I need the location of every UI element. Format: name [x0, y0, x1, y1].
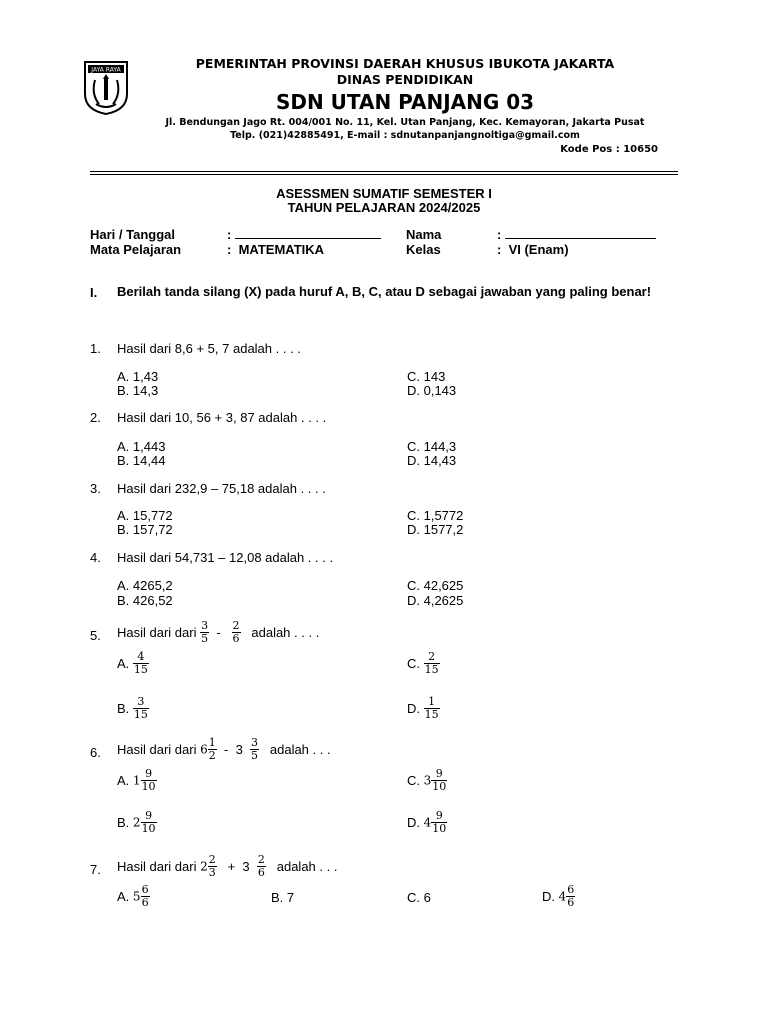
option-c[interactable]: C. 6 — [407, 890, 431, 905]
question-text: Hasil dari 232,9 – 75,18 adalah . . . . — [117, 481, 326, 496]
option-b[interactable]: B. 7 — [271, 890, 295, 905]
government-name: PEMERINTAH PROVINSI DAERAH KHUSUS IBUKOTA JAKARTA — [195, 56, 615, 71]
option-b[interactable]: B. 157,72 — [117, 522, 173, 537]
section-number: I. — [90, 285, 98, 300]
question-text: Hasil dari 8,6 + 5, 7 adalah . . . . — [117, 341, 301, 356]
question-number: 6. — [90, 745, 101, 760]
option-c[interactable]: C. 3 $\frac{9}{10}$ — [407, 767, 447, 793]
question-text: Hasil dari 10, 56 + 3, 87 adalah . . . . — [117, 410, 327, 425]
class-label: Kelas — [406, 242, 441, 257]
option-a[interactable]: A. 15,772 — [117, 508, 173, 523]
option-b[interactable]: B. 14,44 — [117, 453, 166, 468]
school-name: SDN UTAN PANJANG 03 — [275, 90, 535, 114]
question-number: 3. — [90, 481, 101, 496]
school-contact: Telp. (021)42885491, E-mail : sdnutanpanjangnoltiga@gmail.com — [230, 130, 580, 141]
name-label: Nama — [406, 227, 442, 242]
option-a[interactable]: A. 5 $\frac{6}{6}$ — [117, 883, 149, 909]
question-text: Hasil dari dari 2 $\frac{2}{3}$ + 3 $\frac{2}{6}$ adalah . . . — [117, 853, 338, 879]
option-a[interactable]: A. 4265,2 — [117, 578, 173, 593]
question-text: Hasil dari 54,731 – 12,08 adalah . . . . — [117, 550, 334, 565]
option-d[interactable]: D. 1577,2 — [407, 522, 464, 537]
question-number: 5. — [90, 628, 101, 643]
jakarta-emblem-logo — [83, 60, 129, 116]
day-date-field[interactable]: : — [227, 227, 381, 242]
subject-value: MATEMATIKA — [238, 242, 325, 257]
option-a[interactable]: A. $\frac{4}{15}$ — [117, 650, 148, 676]
day-date-label: Hari / Tanggal — [90, 227, 175, 242]
option-c[interactable]: C. 143 — [407, 369, 446, 384]
question-number: 7. — [90, 862, 101, 877]
name-blank[interactable] — [505, 228, 656, 239]
exam-title: ASESSMEN SUMATIF SEMESTER I — [276, 186, 492, 201]
option-b[interactable]: B. 2 $\frac{9}{10}$ — [117, 809, 156, 835]
option-d[interactable]: D. 14,43 — [407, 453, 457, 468]
option-c[interactable]: C. 144,3 — [407, 439, 457, 454]
class-field: : VI (Enam) — [497, 242, 569, 257]
option-d[interactable]: D. $\frac{1}{15}$ — [407, 695, 439, 721]
option-c[interactable]: C. $\frac{2}{15}$ — [407, 650, 439, 676]
option-c[interactable]: C. 1,5772 — [407, 508, 464, 523]
fraction: $\frac{3}{5}$ — [201, 619, 209, 645]
school-address: Jl. Bendungan Jago Rt. 004/001 No. 11, Kel. Utan Panjang, Kec. Kemayoran, Jakarta Pusat — [165, 117, 645, 128]
name-field[interactable]: : — [497, 227, 656, 242]
class-value: VI (Enam) — [508, 242, 569, 257]
question-number: 1. — [90, 341, 101, 356]
option-b[interactable]: B. 14,3 — [117, 383, 159, 398]
instruction-text: Berilah tanda silang (X) pada huruf A, B, C, atau D sebagai jawaban yang paling benar! — [117, 284, 652, 299]
header-divider-bottom — [90, 174, 678, 175]
subject-field: : MATEMATIKA — [227, 242, 325, 257]
subject-label: Mata Pelajaran — [90, 242, 182, 257]
option-d[interactable]: D. 0,143 — [407, 383, 457, 398]
option-a[interactable]: A. 1,443 — [117, 439, 166, 454]
option-a[interactable]: A. 1,43 — [117, 369, 159, 384]
question-text: Hasil dari dari $\frac{3}{5}$ - $\frac{2}{6}$ adalah . . . . — [117, 619, 320, 645]
option-d[interactable]: D. 4 $\frac{9}{10}$ — [407, 809, 447, 835]
postal-code: Kode Pos : 10650 — [560, 144, 658, 155]
option-d[interactable]: D. 4 $\frac{6}{6}$ — [542, 883, 575, 909]
option-b[interactable]: B. $\frac{3}{15}$ — [117, 695, 148, 721]
option-b[interactable]: B. 426,52 — [117, 593, 173, 608]
option-c[interactable]: C. 42,625 — [407, 578, 464, 593]
header-divider-top — [90, 171, 678, 172]
academic-year: TAHUN PELAJARAN 2024/2025 — [287, 200, 481, 215]
question-text: Hasil dari dari 6 $\frac{1}{2}$ - 3 $\frac{3}{5}$ adalah . . . — [117, 736, 331, 762]
question-number: 4. — [90, 550, 101, 565]
question-number: 2. — [90, 410, 101, 425]
department-name: DINAS PENDIDIKAN — [336, 72, 474, 87]
day-date-blank[interactable] — [235, 228, 381, 239]
logo-banner-text: JAYA RAYA — [91, 66, 121, 74]
fraction: $\frac{2}{6}$ — [232, 619, 240, 645]
option-d[interactable]: D. 4,2625 — [407, 593, 464, 608]
option-a[interactable]: A. 1 $\frac{9}{10}$ — [117, 767, 156, 793]
